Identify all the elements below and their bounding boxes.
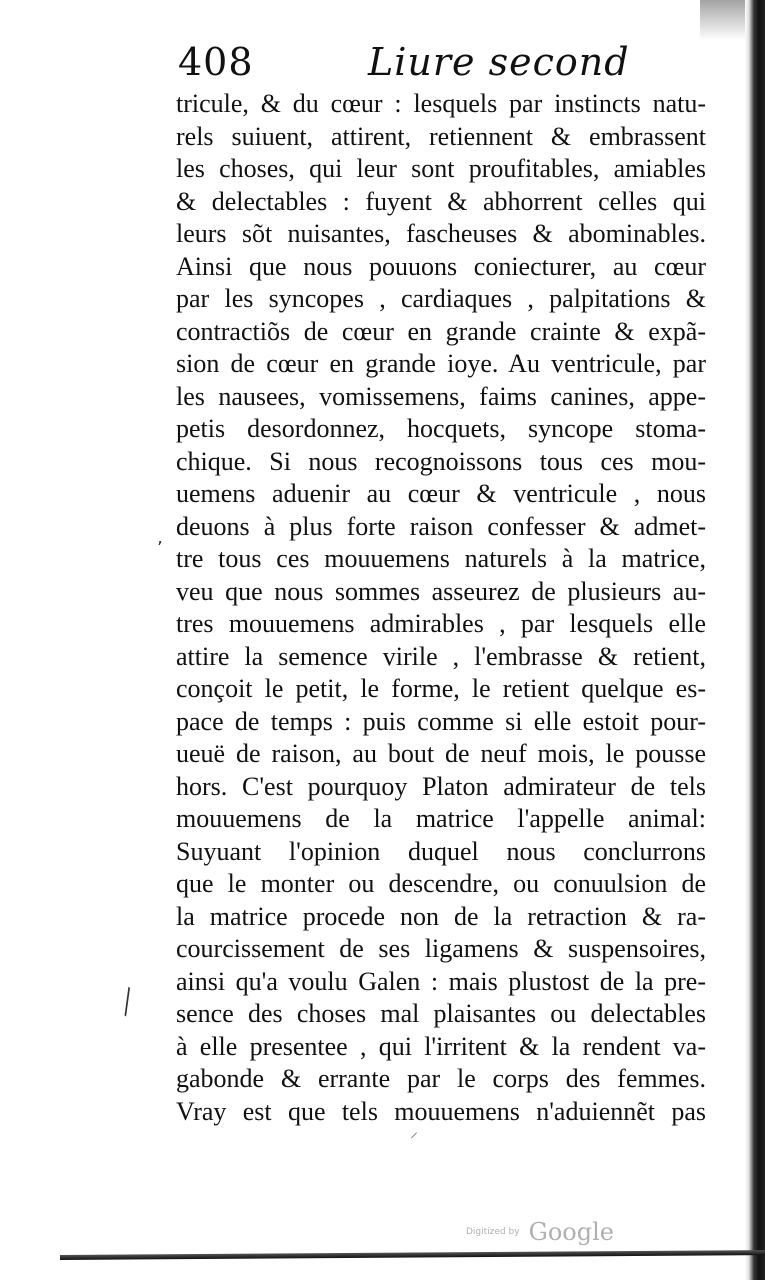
ink-blot-icon: ⸝ bbox=[410, 1122, 419, 1141]
text-line: mouuemens de la matrice l'appelle animal: bbox=[176, 804, 706, 833]
text-line: Suyuant l'opinion duquel nous conclurrons bbox=[176, 836, 706, 866]
text-line: sion de cœur en grande ioye. Au ventricule, par bbox=[176, 349, 706, 378]
text-line: les nausees, vomissemens, faims canines, appe- bbox=[176, 381, 706, 411]
body-text bbox=[176, 88, 706, 1128]
text-line: pace de temps : puis comme si elle estoit pour- bbox=[176, 706, 706, 736]
text-line: ueuë de raison, au bout de neuf mois, le pousse bbox=[176, 739, 706, 768]
page-header bbox=[178, 40, 698, 90]
text-line: courcissement de ses ligamens & suspensoires, bbox=[176, 934, 706, 963]
text-line: tre tous ces mouuemens naturels à la matrice, bbox=[176, 544, 706, 573]
text-line: la matrice procede non de la retraction & ra- bbox=[176, 901, 706, 931]
text-line: & delectables : fuyent & abhorrent celles qui bbox=[176, 186, 706, 216]
text-line: conçoit le petit, le forme, le retient quelque es- bbox=[176, 674, 706, 703]
text-line: chique. Si nous recognoissons tous ces mou- bbox=[176, 446, 706, 476]
text-line: que le monter ou descendre, ou conuulsion de bbox=[176, 869, 706, 898]
scan-shadow bbox=[700, 0, 745, 40]
text-line: uemens aduenir au cœur & ventricule , nous bbox=[176, 479, 706, 508]
watermark-prefix: Digitized by bbox=[466, 1227, 520, 1237]
scan-edge bbox=[745, 0, 765, 1280]
margin-mark-icon: ’ bbox=[157, 538, 163, 559]
text-line: contractiõs de cœur en grande crainte & expã- bbox=[176, 316, 706, 346]
text-line: Ainsi que nous pouuons coniecturer, au cœur bbox=[176, 251, 706, 281]
text-line: attire la semence virile , l'embrasse & retient, bbox=[176, 641, 706, 671]
text-line: petis desordonnez, hocquets, syncope stoma- bbox=[176, 414, 706, 443]
text-line: leurs sõt nuisantes, fascheuses & abominables. bbox=[176, 219, 706, 248]
text-line: tricule, & du cœur : lesquels par instincts natu- bbox=[176, 89, 706, 118]
text-line: sence des choses mal plaisantes ou delectables bbox=[176, 999, 706, 1028]
text-line: hors. C'est pourquoy Platon admirateur de tels bbox=[176, 771, 706, 801]
text-line: tres mouuemens admirables , par lesquels elle bbox=[176, 609, 706, 638]
text-line: les choses, qui leur sont proufitables, amiables bbox=[176, 154, 706, 183]
text-line: gabonde & errante par le corps des femmes. bbox=[176, 1064, 706, 1093]
text-line: ainsi qu'a voulu Galen : mais plustost de la pre- bbox=[176, 966, 706, 996]
running-head: Liure second bbox=[368, 40, 630, 84]
text-line: à elle presentee , qui l'irritent & la rendent va- bbox=[176, 1031, 706, 1061]
page-number: 408 bbox=[178, 40, 254, 84]
text-line: rels suiuent, attirent, retiennent & embrassent bbox=[176, 121, 706, 151]
margin-stroke-icon: ╲ bbox=[114, 988, 140, 1017]
watermark-brand: Google bbox=[528, 1218, 614, 1246]
digitizer-watermark bbox=[466, 1218, 614, 1246]
scan-bottom-edge bbox=[60, 1250, 765, 1260]
text-line: veu que nous sommes asseurez de plusieurs au- bbox=[176, 576, 706, 606]
text-line: par les syncopes , cardiaques , palpitations & bbox=[176, 284, 706, 313]
text-line: deuons à plus forte raison confesser & admet- bbox=[176, 511, 706, 541]
text-line: Vray est que tels mouuemens n'aduiennẽt pas bbox=[176, 1096, 706, 1126]
